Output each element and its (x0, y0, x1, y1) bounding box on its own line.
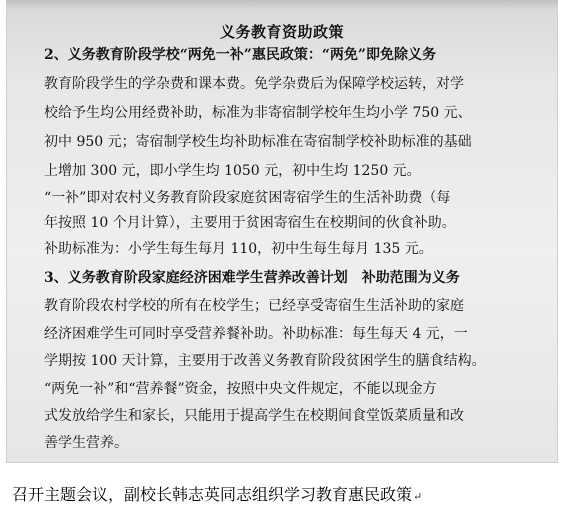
document-line: 年按照 10 个月计算），主要用于贫困寄宿生在校期间的伙食补助。 (44, 215, 456, 231)
document-title: 义务教育资助政策 (219, 23, 344, 41)
document-line: “一补”即对农村义务教育阶段家庭贫困寄宿学生的生活补助费（每 (44, 190, 451, 206)
document-line: 学期按 100 天计算，主要用于改善义务教育阶段贫困学生的膳食结构。 (44, 353, 486, 369)
document-line: 教育阶段学生的学杂费和课本费。免学杂费后为保障学校运转，对学 (44, 76, 464, 92)
document-line: 补助标准为：小学生每生每月 110，初中生每生每月 135 元。 (44, 241, 433, 257)
document-line: 教育阶段农村学校的所有在校学生；已经享受寄宿生生活补助的家庭 (44, 298, 464, 314)
document-line: 上增加 300 元，即小学生均 1050 元，初中生均 1250 元。 (44, 163, 421, 179)
document-line: 式发放给学生和家长，只能用于提高学生在校期间食堂饭菜质量和改 (44, 408, 464, 424)
document-line: 校给予生均公用经费补助，标准为非寄宿制学校年生均小学 750 元、 (44, 105, 472, 121)
document-line: 善学生营养。 (44, 435, 128, 451)
caption-text: 召开主题会议，副校长韩志英同志组织学习教育惠民政策 (12, 485, 413, 504)
photo-caption (12, 482, 422, 505)
document-line: 经济困难学生可同时享受营养餐补助。补助标准：每生每天 4 元，一 (44, 326, 468, 342)
document-line: 2、义务教育阶段学校“两免一补”惠民政策：“两免”即免除义务 (44, 47, 436, 63)
document-line: 3、义务教育阶段家庭经济困难学生营养改善计划 补助范围为义务 (44, 270, 460, 286)
document-line: 初中 950 元；寄宿制学校生均补助标准在寄宿制学校补助标准的基础 (44, 134, 472, 150)
paragraph-mark-icon: ↵ (413, 490, 423, 503)
document-line: “两免一补”和“营养餐”资金，按照中央文件规定，不能以现金方 (44, 381, 437, 397)
document-photo (6, 0, 558, 463)
